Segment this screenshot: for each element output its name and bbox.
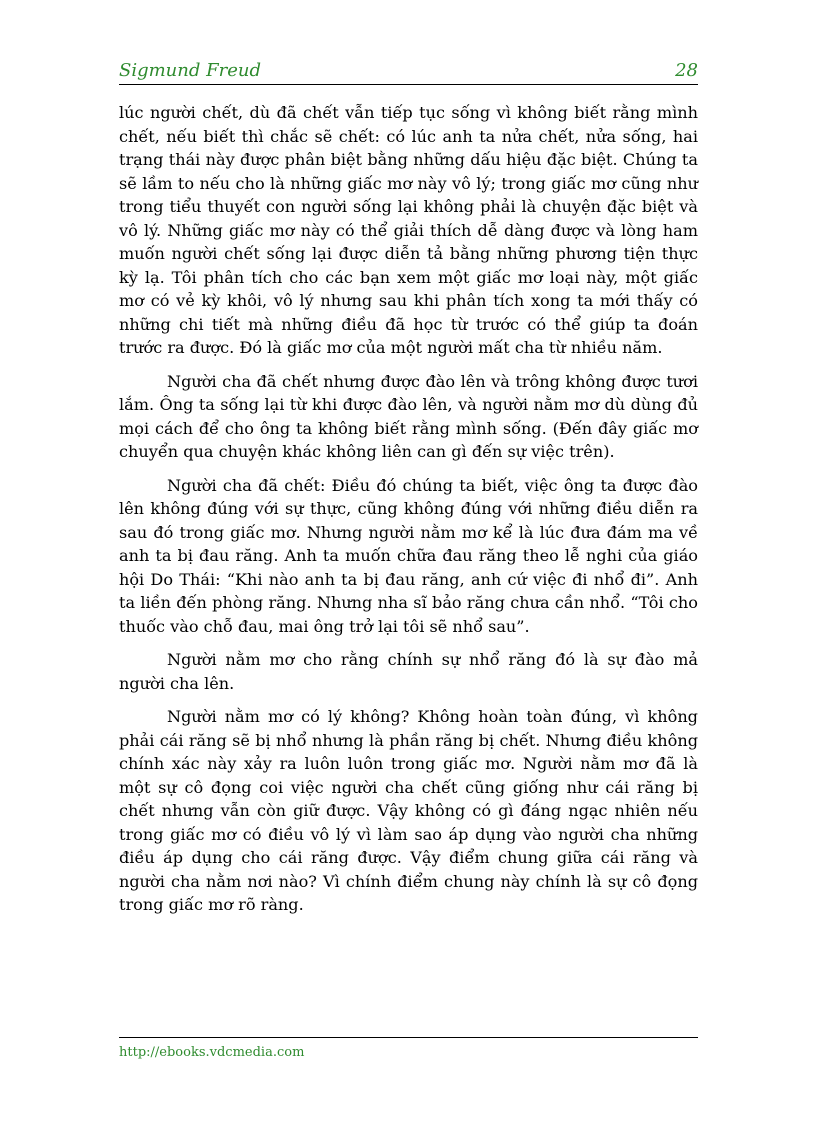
- footer-url-link[interactable]: http://ebooks.vdcmedia.com: [119, 1045, 305, 1060]
- paragraph-2: Người cha đã chết nhưng được đào lên và trông không được tươi lắm. Ông ta sống lại từ khi được đào lên, và người nằm mơ dù dùng đủ mọi cách để cho ông ta không biết rằng mình sống. (Đến đây giấc mơ chuyển qua chuyện khác không liên can gì đến sự việc trên).: [119, 371, 698, 461]
- page-footer: [119, 1037, 698, 1060]
- page-header: [119, 60, 698, 85]
- page-body: [119, 101, 698, 927]
- paragraph-3: Người cha đã chết: Điều đó chúng ta biết, việc ông ta được đào lên không đúng với sự thực, cũng không đúng với những điều diễn ra sau đó trong giấc mơ. Nhưng người nằm mơ kể là lúc đưa đám ma về anh ta bị đau răng. Anh ta muốn chữa đau răng theo lễ nghi của giáo hội Do Thái: “Khi nào anh ta bị đau răng, anh cứ việc đi nhổ đi”. Anh ta liền đến phòng răng. Nhưng nha sĩ bảo răng chưa cần nhổ. “Tôi cho thuốc vào chỗ đau, mai ông trở lại tôi sẽ nhổ sau”.: [119, 475, 698, 636]
- paragraph-1: lúc người chết, dù đã chết vẫn tiếp tục sống vì không biết rằng mình chết, nếu biết thì chắc sẽ chết: có lúc anh ta nửa chết, nửa sống, hai trạng thái này được phân biệt bằng những dấu hiệu đặc biệt. Chúng ta sẽ lầm to nếu cho là những giấc mơ này vô lý; trong giấc mơ cũng như trong tiểu thuyết con người sống lại không phải là chuyện đặc biệt và vô lý. Những giấc mơ này có thể giải thích dễ dàng được và lòng ham muốn người chết sống lại được diễn tả bằng những phương tiện thực kỳ lạ. Tôi phân tích cho các bạn xem một giấc mơ loại này, một giấc mơ có vẻ kỳ khôi, vô lý nhưng sau khi phân tích xong ta mới thấy có những chi tiết mà những điều đã học từ trước có thể giúp ta đoán trước ra được. Đó là giấc mơ của một người mất cha từ nhiều năm.: [119, 103, 698, 357]
- paragraph-4: Người nằm mơ cho rằng chính sự nhổ răng đó là sự đào mả người cha lên.: [119, 650, 698, 693]
- paragraph-5: Người nằm mơ có lý không? Không hoàn toàn đúng, vì không phải cái răng sẽ bị nhổ nhưng là phần răng bị chết. Nhưng điều không chính xác này xảy ra luôn luôn trong giấc mơ. Người nằm mơ đã là một sự cô đọng coi việc người cha chết cũng giống như cái răng bị chết nhưng vẫn còn giữ được. Vậy không có gì đáng ngạc nhiên nếu trong giấc mơ có điều vô lý vì làm sao áp dụng vào người cha những điều áp dụng cho cái răng được. Vậy điểm chung giữa cái răng và người cha nằm nơi nào? Vì chính điểm chung này chính là sự cô đọng trong giấc mơ rõ ràng.: [119, 707, 698, 914]
- page-number: 28: [675, 60, 698, 81]
- header-author: Sigmund Freud: [119, 60, 261, 81]
